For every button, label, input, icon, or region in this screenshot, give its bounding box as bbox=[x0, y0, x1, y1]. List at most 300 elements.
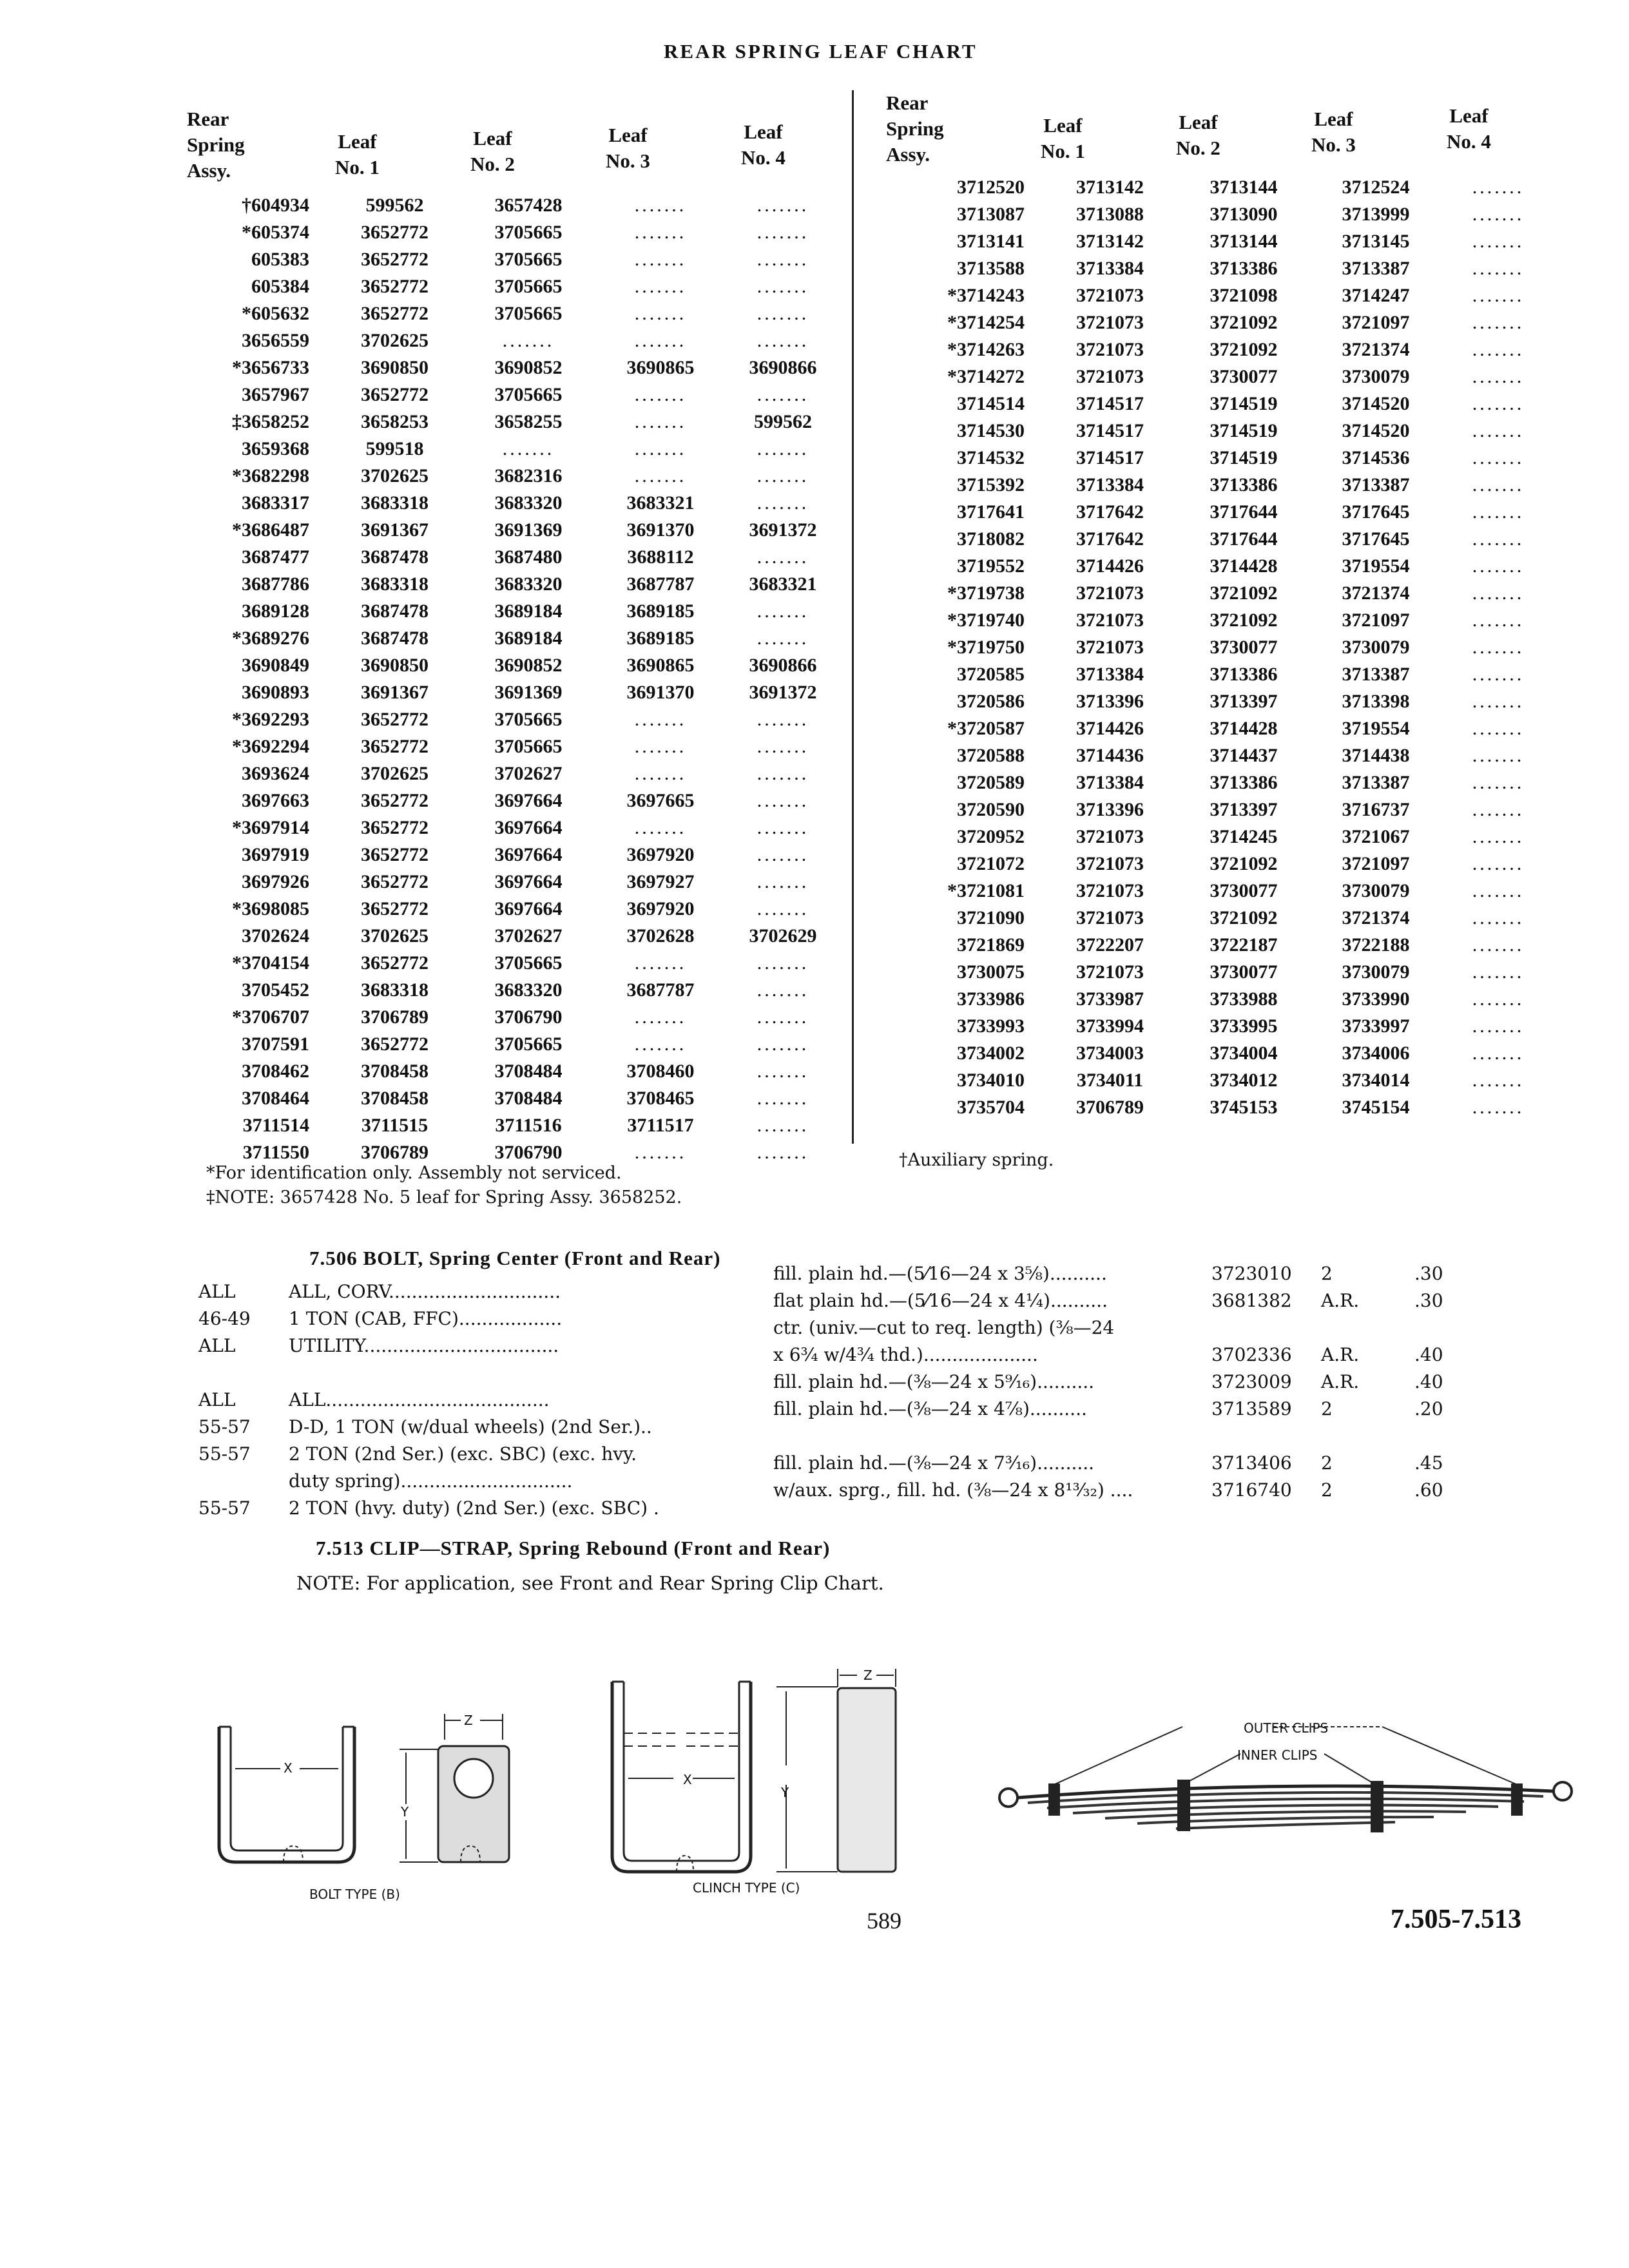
left-table-cell: 3652772 bbox=[361, 249, 429, 270]
left-table-cell: 3693624 bbox=[242, 763, 309, 784]
left-table-cell: 3690850 bbox=[361, 357, 429, 378]
right-table-row bbox=[889, 905, 1556, 932]
left-table-cell: 3705665 bbox=[494, 276, 563, 297]
bolt-part-number: 3702336 bbox=[1211, 1344, 1292, 1365]
left-table-cell: 605384 bbox=[251, 276, 309, 297]
bolt-description: fill. plain hd.—(⅜—24 x 4⅞).......... bbox=[773, 1398, 1087, 1419]
right-table-cell: 3721092 bbox=[1210, 853, 1278, 874]
left-header-assy: Rear Spring Assy. bbox=[187, 108, 245, 182]
right-table-cell: 3714519 bbox=[1210, 447, 1278, 468]
right-table-cell: 3721092 bbox=[1210, 582, 1278, 604]
section-range: 7.505-7.513 bbox=[1391, 1905, 1521, 1934]
right-table-cell: 3745154 bbox=[1342, 1097, 1410, 1118]
left-table-cell: 3708464 bbox=[242, 1088, 309, 1109]
right-table-cell: ....... bbox=[1472, 258, 1525, 279]
right-table-cell: 3745153 bbox=[1210, 1097, 1278, 1118]
left-table-cell: 599518 bbox=[365, 438, 424, 459]
right-table-cell: 3712524 bbox=[1342, 177, 1410, 198]
bolt-description: fill. plain hd.—(⅜—24 x 7³⁄₁₆).......... bbox=[773, 1452, 1095, 1474]
left-table-cell: *3704154 bbox=[232, 952, 309, 974]
right-table-cell: 3734003 bbox=[1076, 1043, 1144, 1064]
left-table-cell: 3706790 bbox=[494, 1142, 563, 1163]
left-table-cell: 3682316 bbox=[494, 465, 563, 486]
left-table-cell: 3711514 bbox=[242, 1115, 309, 1136]
left-table-row bbox=[174, 463, 841, 490]
application-years: ALL bbox=[198, 1281, 236, 1302]
left-table-cell: ....... bbox=[502, 330, 555, 351]
left-table-row bbox=[174, 273, 841, 300]
right-table-cell: 3730077 bbox=[1210, 880, 1278, 901]
left-table-cell: 3697664 bbox=[494, 844, 563, 865]
application-years: ALL bbox=[198, 1335, 236, 1356]
right-table-cell: 3721098 bbox=[1210, 285, 1278, 306]
right-table-cell: *3719738 bbox=[947, 582, 1025, 604]
left-table-cell: ....... bbox=[757, 222, 809, 243]
left-table-cell: 3652772 bbox=[361, 844, 429, 865]
application-model: ALL....................................... bbox=[289, 1389, 550, 1410]
left-table-cell: 3652772 bbox=[361, 276, 429, 297]
right-table-cell: 3721073 bbox=[1076, 880, 1144, 901]
left-table-cell: 605383 bbox=[251, 249, 309, 270]
left-table-row bbox=[174, 923, 841, 950]
left-table-cell: ....... bbox=[634, 736, 687, 757]
right-table-cell: 3720589 bbox=[957, 772, 1025, 793]
left-table-cell: 3702627 bbox=[494, 763, 563, 784]
left-table-cell: 3687787 bbox=[626, 573, 695, 595]
right-table-cell: 3713144 bbox=[1210, 177, 1278, 198]
left-table-cell: ....... bbox=[757, 736, 809, 757]
right-table-cell: ....... bbox=[1472, 177, 1525, 198]
star-note: *For identification only. Assembly not serviced. bbox=[206, 1163, 622, 1183]
left-table-cell: 3708484 bbox=[494, 1061, 563, 1082]
right-table-cell: 3714517 bbox=[1076, 447, 1144, 468]
right-table-cell: 3733995 bbox=[1210, 1015, 1278, 1037]
right-table-cell: 3721073 bbox=[1076, 582, 1144, 604]
right-table-cell: 3733990 bbox=[1342, 988, 1410, 1010]
right-table-cell: 3713387 bbox=[1342, 664, 1410, 685]
dagger-note: †Auxiliary spring. bbox=[899, 1150, 1054, 1170]
left-table-cell: ....... bbox=[634, 817, 687, 838]
right-table-cell: 3713087 bbox=[957, 204, 1025, 225]
bolt-quantity: 2 bbox=[1321, 1398, 1333, 1419]
page-title: REAR SPRING LEAF CHART bbox=[664, 40, 978, 62]
left-table-cell: 599562 bbox=[365, 195, 424, 216]
left-table-cell: 3705665 bbox=[494, 736, 563, 757]
bolt-quantity: A.R. bbox=[1321, 1290, 1360, 1311]
left-table-row bbox=[174, 787, 841, 814]
left-table-row bbox=[174, 219, 841, 246]
right-table-cell: 3733986 bbox=[957, 988, 1025, 1010]
right-table-cell: ....... bbox=[1472, 1015, 1525, 1037]
left-table-cell: 3683318 bbox=[361, 492, 429, 514]
left-table-cell: 3705665 bbox=[494, 709, 563, 730]
left-table-cell: 3697920 bbox=[626, 844, 695, 865]
right-table-cell: 3734006 bbox=[1342, 1043, 1410, 1064]
left-table-cell: *3692294 bbox=[232, 736, 309, 757]
right-table-cell: 3714428 bbox=[1210, 555, 1278, 577]
left-table-cell: ....... bbox=[757, 1061, 809, 1082]
right-table-cell: 3721073 bbox=[1076, 961, 1144, 983]
left-table-cell: 3683320 bbox=[494, 979, 563, 1001]
right-table-cell: ....... bbox=[1472, 528, 1525, 550]
left-header-leaf2: Leaf No. 2 bbox=[470, 127, 515, 175]
left-table-cell: 3690865 bbox=[626, 357, 695, 378]
page-number: 589 bbox=[867, 1908, 901, 1934]
left-table-cell: 3652772 bbox=[361, 817, 429, 838]
bolt-price: .60 bbox=[1414, 1479, 1443, 1501]
application-years: 55-57 bbox=[198, 1443, 251, 1465]
left-table-cell: 3705665 bbox=[494, 384, 563, 405]
left-table-cell: 3687786 bbox=[242, 573, 309, 595]
left-table-cell: 3683317 bbox=[242, 492, 309, 514]
left-table-cell: 3697664 bbox=[494, 898, 563, 919]
right-table-cell: 3717644 bbox=[1210, 528, 1278, 550]
right-table-cell: 3713396 bbox=[1076, 691, 1144, 712]
right-table-cell: ....... bbox=[1472, 664, 1525, 685]
right-table-cell: ....... bbox=[1472, 393, 1525, 414]
right-table-cell: ....... bbox=[1472, 312, 1525, 333]
right-table-cell: ....... bbox=[1472, 555, 1525, 577]
right-table-cell: 3714517 bbox=[1076, 420, 1144, 441]
right-table-cell: 3733993 bbox=[957, 1015, 1025, 1037]
right-table-cell: 3713397 bbox=[1210, 799, 1278, 820]
right-table-row bbox=[889, 282, 1556, 309]
left-table-cell: 3697664 bbox=[494, 817, 563, 838]
right-table-row bbox=[889, 986, 1556, 1013]
left-table-cell: 3711516 bbox=[495, 1115, 562, 1136]
right-table-cell: 3713386 bbox=[1210, 664, 1278, 685]
right-table-cell: 3733994 bbox=[1076, 1015, 1144, 1037]
left-table-cell: 3691370 bbox=[626, 682, 695, 703]
left-table-cell: 3708484 bbox=[494, 1088, 563, 1109]
right-table-cell: 3721374 bbox=[1342, 582, 1410, 604]
right-table-cell: 3722187 bbox=[1210, 934, 1278, 956]
left-table-cell: ....... bbox=[502, 438, 555, 459]
application-years: 46-49 bbox=[198, 1308, 251, 1329]
right-table-cell: 3717645 bbox=[1342, 501, 1410, 523]
right-table-cell: ....... bbox=[1472, 934, 1525, 956]
right-table-cell: 3720590 bbox=[957, 799, 1025, 820]
right-table-row bbox=[889, 1067, 1556, 1094]
left-table-cell: 3683321 bbox=[626, 492, 695, 514]
left-table-cell: 3690866 bbox=[749, 655, 817, 676]
right-table-row bbox=[889, 607, 1556, 634]
left-table-cell: ....... bbox=[757, 1006, 809, 1028]
right-table-cell: ....... bbox=[1472, 285, 1525, 306]
left-table-cell: ....... bbox=[757, 1088, 809, 1109]
right-table-cell: 3719552 bbox=[957, 555, 1025, 577]
right-table-cell: 3714247 bbox=[1342, 285, 1410, 306]
right-table-cell: 3721374 bbox=[1342, 339, 1410, 360]
left-table-cell: 3658253 bbox=[361, 411, 429, 432]
left-table-cell: 3691372 bbox=[749, 682, 817, 703]
right-table-cell: 3720588 bbox=[957, 745, 1025, 766]
left-table-cell: 3708458 bbox=[361, 1061, 429, 1082]
bolt-description: x 6¾ w/4¾ thd.).................... bbox=[773, 1344, 1038, 1365]
right-table-cell: 3713141 bbox=[957, 231, 1025, 252]
right-table-row bbox=[889, 418, 1556, 445]
left-table-cell: 3708458 bbox=[361, 1088, 429, 1109]
bolt-price: .40 bbox=[1414, 1371, 1443, 1392]
right-table-cell: 3721097 bbox=[1342, 853, 1410, 874]
right-table-row bbox=[889, 255, 1556, 282]
application-model: D-D, 1 TON (w/dual wheels) (2nd Ser.).. bbox=[289, 1416, 652, 1437]
right-table-cell: 3734014 bbox=[1342, 1070, 1410, 1091]
right-table-cell: 3713386 bbox=[1210, 772, 1278, 793]
left-table-cell: 3687478 bbox=[361, 628, 429, 649]
left-table-row bbox=[174, 300, 841, 327]
right-table-cell: 3721073 bbox=[1076, 610, 1144, 631]
left-table-cell: 3652772 bbox=[361, 1033, 429, 1055]
bolt-price: .45 bbox=[1414, 1452, 1443, 1474]
left-table-cell: 3657428 bbox=[494, 195, 563, 216]
right-table-cell: ....... bbox=[1472, 339, 1525, 360]
bolt-type-caption: BOLT TYPE (B) bbox=[309, 1887, 400, 1902]
left-table-cell: ....... bbox=[757, 952, 809, 974]
bolt-description: fill. plain hd.—(⅜—24 x 5⁹⁄₁₆).......... bbox=[773, 1371, 1095, 1392]
right-table-cell: 3713398 bbox=[1342, 691, 1410, 712]
bolt-description: flat plain hd.—(5⁄16—24 x 4¼).......... bbox=[773, 1290, 1108, 1311]
section-506-title: 7.506 BOLT, Spring Center (Front and Rear) bbox=[309, 1247, 721, 1269]
right-table-row bbox=[889, 580, 1556, 607]
clinch-z-label: Z bbox=[863, 1667, 872, 1683]
right-table-cell: *3714263 bbox=[947, 339, 1025, 360]
right-table-row bbox=[889, 174, 1556, 201]
bolt-part-number: 3713406 bbox=[1211, 1452, 1292, 1474]
right-table-cell: 3706789 bbox=[1076, 1097, 1144, 1118]
left-table-cell: 3683318 bbox=[361, 573, 429, 595]
application-model: 2 TON (hvy. duty) (2nd Ser.) (exc. SBC) . bbox=[289, 1497, 659, 1519]
left-table-cell: ....... bbox=[634, 303, 687, 324]
left-table-cell: ....... bbox=[757, 465, 809, 486]
right-table-cell: 3730079 bbox=[1342, 366, 1410, 387]
right-header-leaf2: Leaf No. 2 bbox=[1176, 111, 1220, 159]
left-table-cell: ....... bbox=[757, 546, 809, 568]
left-table-cell: 3690849 bbox=[242, 655, 309, 676]
left-table-cell: 3652772 bbox=[361, 790, 429, 811]
right-table-cell: 3721073 bbox=[1076, 907, 1144, 928]
right-table-row bbox=[889, 553, 1556, 580]
left-table-row bbox=[174, 841, 841, 869]
left-table-cell: ....... bbox=[757, 1115, 809, 1136]
left-table-cell: 3688112 bbox=[627, 546, 694, 568]
right-table-cell: 3714532 bbox=[957, 447, 1025, 468]
right-table-cell: ....... bbox=[1472, 691, 1525, 712]
left-table-cell: 3691369 bbox=[494, 682, 563, 703]
right-table-cell: 3730075 bbox=[957, 961, 1025, 983]
left-table-cell: ....... bbox=[634, 330, 687, 351]
left-table-cell: 3691370 bbox=[626, 519, 695, 541]
right-table-cell: 3714520 bbox=[1342, 393, 1410, 414]
right-table-cell: 3734011 bbox=[1076, 1070, 1144, 1091]
left-table-cell: ....... bbox=[634, 465, 687, 486]
left-table-cell: 3711515 bbox=[361, 1115, 429, 1136]
right-table-cell: 3713384 bbox=[1076, 474, 1144, 495]
right-table-cell: 3721092 bbox=[1210, 907, 1278, 928]
left-table-row bbox=[174, 381, 841, 408]
left-table-cell: ....... bbox=[757, 384, 809, 405]
right-table-cell: 3734004 bbox=[1210, 1043, 1278, 1064]
left-table-cell: 3705665 bbox=[494, 303, 563, 324]
left-table-cell: 3687478 bbox=[361, 546, 429, 568]
left-table-cell: 3702628 bbox=[626, 925, 695, 947]
right-table-row bbox=[889, 634, 1556, 661]
left-table-cell: ....... bbox=[757, 790, 809, 811]
right-table-cell: ....... bbox=[1472, 907, 1525, 928]
column-divider bbox=[852, 90, 854, 1144]
application-model: duty spring).............................. bbox=[289, 1470, 573, 1492]
right-table-row bbox=[889, 336, 1556, 363]
bolt-quantity: A.R. bbox=[1321, 1344, 1360, 1365]
right-table-cell: 3713386 bbox=[1210, 258, 1278, 279]
bolt-quantity: A.R. bbox=[1321, 1371, 1360, 1392]
right-table-cell: 3714436 bbox=[1076, 745, 1144, 766]
right-table-row bbox=[889, 850, 1556, 878]
right-table-cell: 3714426 bbox=[1076, 718, 1144, 739]
left-table-row bbox=[174, 1004, 841, 1031]
bolt-price: .30 bbox=[1414, 1290, 1443, 1311]
right-table-cell: 3734010 bbox=[957, 1070, 1025, 1091]
left-table-cell: 3705665 bbox=[494, 952, 563, 974]
left-table-cell: 3690893 bbox=[242, 682, 309, 703]
left-table-row bbox=[174, 760, 841, 787]
left-table-row bbox=[174, 1031, 841, 1058]
right-table-cell: 3721090 bbox=[957, 907, 1025, 928]
right-table-cell: 3721073 bbox=[1076, 637, 1144, 658]
left-table-cell: 3705452 bbox=[242, 979, 309, 1001]
left-table-cell: ....... bbox=[757, 601, 809, 622]
left-table-cell: ....... bbox=[757, 492, 809, 514]
left-table-cell: 3689184 bbox=[494, 628, 563, 649]
right-table-row bbox=[889, 823, 1556, 850]
right-table-cell: ....... bbox=[1472, 772, 1525, 793]
bolt-part-number: 3713589 bbox=[1211, 1398, 1292, 1419]
left-table-cell: 3697664 bbox=[494, 790, 563, 811]
right-table-cell: ....... bbox=[1472, 826, 1525, 847]
right-table-row bbox=[889, 959, 1556, 986]
right-table-cell: 3717644 bbox=[1210, 501, 1278, 523]
left-table-row bbox=[174, 706, 841, 733]
left-table-cell: ....... bbox=[634, 222, 687, 243]
right-table-row bbox=[889, 390, 1556, 418]
right-table-cell: 3713588 bbox=[957, 258, 1025, 279]
right-table-row bbox=[889, 932, 1556, 959]
left-table-cell: †604934 bbox=[242, 195, 309, 216]
right-table-cell: ....... bbox=[1472, 474, 1525, 495]
right-table-cell: 3721073 bbox=[1076, 339, 1144, 360]
right-table-cell: ....... bbox=[1472, 853, 1525, 874]
left-table-cell: 3702629 bbox=[749, 925, 817, 947]
right-table-cell: 3713999 bbox=[1342, 204, 1410, 225]
right-table-row bbox=[889, 309, 1556, 336]
right-table-cell: 3733997 bbox=[1342, 1015, 1410, 1037]
right-table-cell: 3719554 bbox=[1342, 718, 1410, 739]
left-table-cell: 3683321 bbox=[749, 573, 817, 595]
left-table-row bbox=[174, 977, 841, 1004]
right-table-row bbox=[889, 688, 1556, 715]
left-table-cell: *605632 bbox=[242, 303, 309, 324]
right-table-cell: 3721073 bbox=[1076, 853, 1144, 874]
left-table-cell: 3689185 bbox=[626, 601, 695, 622]
left-table-cell: 3697919 bbox=[242, 844, 309, 865]
inner-clips-label: INNER CLIPS bbox=[1237, 1747, 1318, 1763]
right-header-leaf4: Leaf No. 4 bbox=[1447, 104, 1491, 153]
right-table-cell: 3734012 bbox=[1210, 1070, 1278, 1091]
clinch-y-label: Y bbox=[781, 1785, 789, 1800]
right-table-cell: 3721374 bbox=[1342, 907, 1410, 928]
left-table-cell: ....... bbox=[634, 763, 687, 784]
left-table-cell: 3652772 bbox=[361, 384, 429, 405]
right-table-cell: 3714437 bbox=[1210, 745, 1278, 766]
left-table-cell: *3698085 bbox=[232, 898, 309, 919]
left-table-cell: 3691367 bbox=[361, 682, 429, 703]
right-table-cell: 3730077 bbox=[1210, 961, 1278, 983]
left-table-cell: ....... bbox=[757, 709, 809, 730]
left-table-cell: 3683318 bbox=[361, 979, 429, 1001]
right-table-cell: 3730077 bbox=[1210, 366, 1278, 387]
left-table-row bbox=[174, 436, 841, 463]
left-table-row bbox=[174, 652, 841, 679]
right-table-cell: 3712520 bbox=[957, 177, 1025, 198]
clinch-type-clip-figure bbox=[602, 1669, 938, 1901]
left-table-cell: 3690852 bbox=[494, 357, 563, 378]
left-table-cell: ....... bbox=[634, 384, 687, 405]
right-table-row bbox=[889, 526, 1556, 553]
left-table-cell: 3705665 bbox=[494, 222, 563, 243]
right-table-cell: 3713145 bbox=[1342, 231, 1410, 252]
section-513-title: 7.513 CLIP—STRAP, Spring Rebound (Front and Rear) bbox=[316, 1537, 831, 1559]
right-table-row bbox=[889, 878, 1556, 905]
left-table-cell: 3702624 bbox=[242, 925, 309, 947]
right-table-cell: 3722207 bbox=[1076, 934, 1144, 956]
left-table-row bbox=[174, 679, 841, 706]
right-table-cell: ....... bbox=[1472, 231, 1525, 252]
left-table-row bbox=[174, 246, 841, 273]
bolt-quantity: 2 bbox=[1321, 1263, 1333, 1284]
double-dagger-note: ‡NOTE: 3657428 No. 5 leaf for Spring Assy. 3658252. bbox=[206, 1187, 682, 1207]
left-table-cell: 3652772 bbox=[361, 898, 429, 919]
left-table-row bbox=[174, 490, 841, 517]
left-table-cell: 3697927 bbox=[626, 871, 695, 892]
right-table-cell: *3719740 bbox=[947, 610, 1025, 631]
left-table-cell: 3652772 bbox=[361, 222, 429, 243]
left-table-cell: 599562 bbox=[754, 411, 812, 432]
bolt-description: w/aux. sprg., fill. hd. (⅜—24 x 8¹³⁄₃₂) .... bbox=[773, 1479, 1133, 1501]
right-table-cell: 3721073 bbox=[1076, 826, 1144, 847]
left-table-cell: 3652772 bbox=[361, 736, 429, 757]
left-table-cell: ....... bbox=[757, 844, 809, 865]
left-table-row bbox=[174, 625, 841, 652]
right-table-cell: ....... bbox=[1472, 366, 1525, 387]
right-table-cell: 3721073 bbox=[1076, 285, 1144, 306]
left-table-cell: 3708465 bbox=[626, 1088, 695, 1109]
right-table-cell: ....... bbox=[1472, 718, 1525, 739]
right-table-cell: 3713384 bbox=[1076, 664, 1144, 685]
left-table-cell: ....... bbox=[634, 952, 687, 974]
right-table-cell: 3713384 bbox=[1076, 258, 1144, 279]
left-table-cell: 3689185 bbox=[626, 628, 695, 649]
left-header-leaf1: Leaf No. 1 bbox=[335, 130, 380, 178]
left-table-row bbox=[174, 1085, 841, 1112]
left-table-cell: ....... bbox=[757, 303, 809, 324]
right-table-cell: ....... bbox=[1472, 582, 1525, 604]
left-table-cell: ....... bbox=[634, 411, 687, 432]
right-table-cell: ....... bbox=[1472, 501, 1525, 523]
right-table-cell: 3714245 bbox=[1210, 826, 1278, 847]
left-table-cell: *3697914 bbox=[232, 817, 309, 838]
left-table-row bbox=[174, 517, 841, 544]
left-table-cell: 3697664 bbox=[494, 871, 563, 892]
